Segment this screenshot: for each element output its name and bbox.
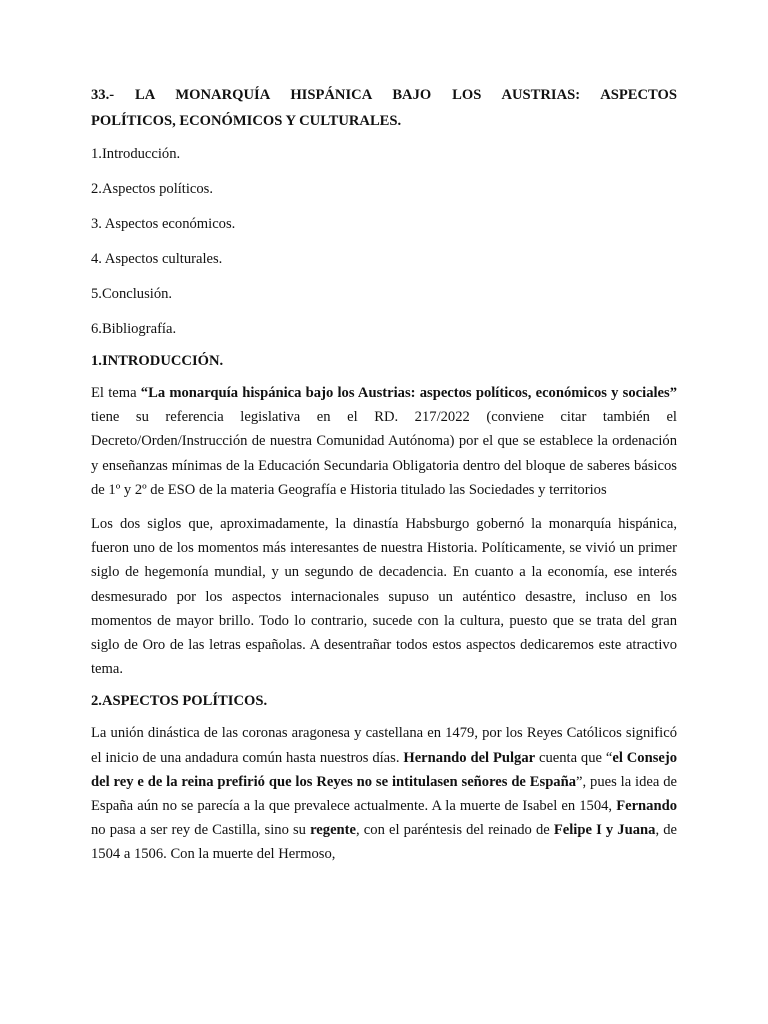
bold-name: Hernando del Pulgar [403, 749, 536, 766]
intro-paragraph-2: Los dos siglos que, aproximadamente, la dinastía Habsburgo gobernó la monarquía hispánica, fueron uno de los momentos más interesantes de nuestra Historia. Políticamente, se vivió un primer siglo de hegemonía mundial, y un segundo de decadencia. En cuanto a la economía, ese interés desmesurado por los aspectos internacionales supuso un auténtico desastre, incluso en los momentos de mayor brillo. Todo lo contrario, sucede con la cultura, puesto que se trata del gran siglo de Oro de las letras españolas. A desentrañar todos estos aspectos dedicaremos este atractivo tema. [91, 516, 677, 678]
bold-name: Felipe I y Juana [553, 822, 656, 839]
politics-paragraph-1 [91, 721, 677, 866]
bold-name: Fernando [616, 798, 677, 815]
text-run: , con el paréntesis del reinado de [356, 822, 554, 839]
text-run: , de 1504 a 1506. Con la muerte del Hermoso, [91, 822, 677, 863]
bold-term: regente [310, 822, 357, 839]
section-heading-aspectos-politicos: 2.ASPECTOS POLÍTICOS. [91, 693, 268, 710]
toc-item: 2.Aspectos políticos. [91, 181, 214, 197]
table-of-contents [91, 144, 677, 339]
intro-paragraph-1 [91, 381, 677, 502]
toc-item: 1.Introducción. [91, 146, 181, 162]
bold-topic-title: “La monarquía hispánica bajo los Austrias: aspectos políticos, económicos y sociales” [140, 385, 677, 401]
text-run: cuenta que “ [535, 749, 613, 766]
document-body [91, 82, 677, 875]
document-title-line-1: 33.- LA MONARQUÍA HISPÁNICA BAJO LOS AUSTRIAS: ASPECTOS [91, 87, 677, 103]
text-run: tiene su referencia legislativa en el RD. 217/2022 (conviene citar también el Decreto/Orden/Instrucción de nuestra Comunidad Autónoma) por el que se establece la ordenación y enseñanzas mínimas de la Educación Secundaria Obligatoria dentro del bloque de saberes básicos de 1º y 2º de ESO de la materia Geografía e Historia titulado las Sociedades y territorios [91, 409, 677, 498]
text-run: El tema [91, 385, 141, 401]
text-run: no pasa a ser rey de Castilla, sino su [91, 822, 311, 839]
document-title-line-2: POLÍTICOS, ECONÓMICOS Y CULTURALES. [91, 113, 402, 129]
text-run: La unión dinástica de las coronas aragonesa y castellana en 1479, por los Reyes Católicos significó el inicio de una andadura común hasta nuestros días. [91, 725, 677, 766]
toc-item: 5.Conclusión. [91, 286, 173, 302]
toc-item: 4. Aspectos culturales. [91, 251, 223, 267]
toc-item: 3. Aspectos económicos. [91, 216, 236, 232]
bold-quote: el Consejo del rey e de la reina prefirió que los Reyes no se intitulasen señores de España [91, 749, 678, 790]
section-heading-introduccion: 1.INTRODUCCIÓN. [91, 353, 224, 369]
text-run: ”, pues la idea de España aún no se parecía a la que prevalece actualmente. A la muerte de Isabel en 1504, [91, 773, 677, 815]
toc-item: 6.Bibliografía. [91, 321, 177, 337]
